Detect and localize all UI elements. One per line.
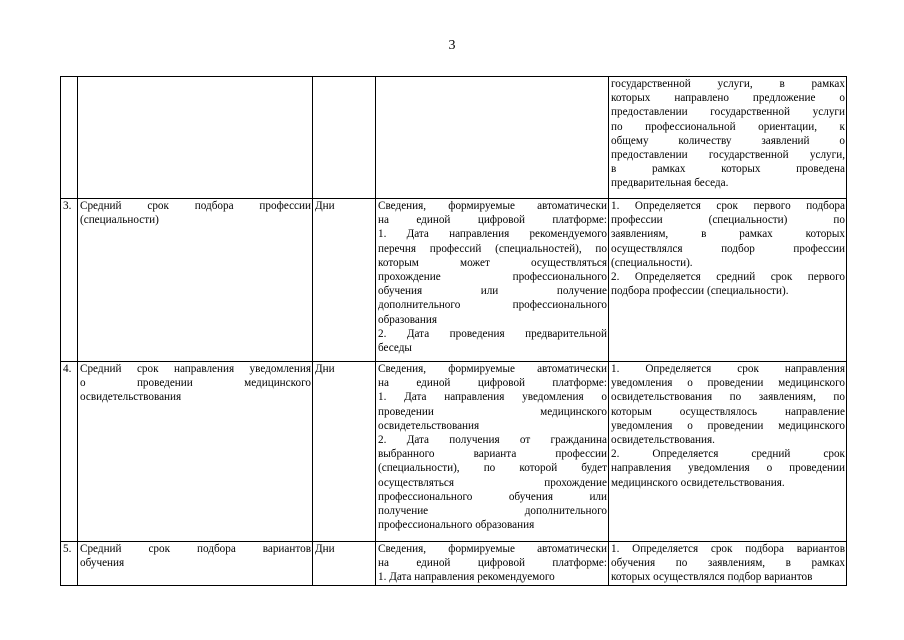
cell-line: профессии (специальности) по — [611, 214, 845, 227]
indicators-table — [60, 76, 847, 586]
cell-line: предоставлении государственной услуги — [611, 106, 845, 119]
cell-line: которым осуществлялось направление — [611, 405, 845, 418]
cell-line: 1. Определяется срок подбора вариантов — [611, 543, 845, 555]
row-number: 3. — [61, 199, 78, 362]
cell-line: уведомления о проведении медицинского — [611, 419, 845, 432]
row-number: 5. — [61, 542, 78, 586]
cell-line: обучения или получение — [378, 285, 607, 298]
cell-line: профессионального обучения или — [378, 490, 607, 503]
table-row — [61, 199, 847, 362]
unit-of-measure: Дни — [313, 362, 376, 542]
cell-line: профессионального образования — [378, 519, 535, 532]
cell-line: предоставлении государственной услуги, — [611, 149, 845, 162]
data-source — [376, 199, 609, 362]
cell-line: Сведения, формируемые автоматически — [378, 543, 607, 555]
table-row — [61, 77, 847, 199]
cell-line: подбора профессии (специальности). — [611, 285, 789, 298]
cell-line: государственной услуги, в рамках — [611, 78, 845, 90]
cell-line: проведении медицинского — [378, 405, 607, 418]
cell-line: на единой цифровой платформе: — [378, 557, 607, 570]
indicator-name — [78, 77, 313, 199]
calculation-method — [609, 199, 847, 362]
cell-line: общему количеству заявлений о — [611, 134, 845, 147]
cell-line: выбранного варианта профессии — [378, 448, 607, 461]
cell-line: освидетельствования по заявлениям, по — [611, 391, 845, 404]
cell-line: заявлениям, в рамках которых — [611, 228, 845, 241]
data-source — [376, 362, 609, 542]
cell-line: которых осуществлялся подбор вариантов — [611, 571, 813, 584]
cell-line: 2. Определяется средний срок первого — [611, 271, 845, 284]
cell-line: освидетельствования — [80, 391, 182, 404]
cell-line: Сведения, формируемые автоматически — [378, 200, 607, 212]
cell-line: Средний срок направления уведомления — [80, 363, 311, 375]
cell-line: которых направлено предложение о — [611, 92, 845, 105]
cell-line: Сведения, формируемые автоматически — [378, 363, 607, 375]
cell-line: перечня профессий (специальностей), по — [378, 242, 607, 255]
cell-line: образования — [378, 313, 438, 326]
cell-line: Средний срок подбора вариантов — [80, 543, 311, 555]
cell-line: обучения по заявлениям, в рамках — [611, 557, 845, 570]
row-number: 4. — [61, 362, 78, 542]
unit-of-measure: Дни — [313, 199, 376, 362]
cell-line: освидетельствования — [378, 419, 480, 432]
cell-line: в рамках которых проведена — [611, 163, 845, 176]
cell-line: 2. Дата проведения предварительной — [378, 327, 607, 340]
cell-line: беседы — [378, 342, 412, 355]
cell-line: уведомления о проведении медицинского — [611, 377, 845, 390]
data-source — [376, 77, 609, 199]
cell-line: по профессиональной ориентации, к — [611, 120, 845, 133]
unit-of-measure — [313, 77, 376, 199]
cell-line: (специальности), по которой будет — [378, 462, 607, 475]
cell-line: 1. Дата направления уведомления о — [378, 391, 607, 404]
cell-line: медицинского освидетельствования. — [611, 476, 785, 489]
cell-line: Средний срок подбора профессии — [80, 200, 311, 212]
cell-line: (специальности). — [611, 256, 693, 269]
table-row — [61, 542, 847, 586]
cell-line: 1. Определяется срок направления — [611, 363, 845, 375]
row-number — [61, 77, 78, 199]
unit-of-measure: Дни — [313, 542, 376, 586]
cell-line: о проведении медицинского — [80, 377, 311, 390]
calculation-method — [609, 77, 847, 199]
data-source — [376, 542, 609, 586]
cell-line: 1. Дата направления рекомендуемого — [378, 571, 555, 584]
cell-line: осуществляться прохождение — [378, 476, 607, 489]
cell-line: осуществлялся подбор профессии — [611, 242, 845, 255]
page-number: 3 — [448, 38, 456, 53]
cell-line: получение дополнительного — [378, 505, 607, 518]
cell-line: на единой цифровой платформе: — [378, 377, 607, 390]
cell-line: (специальности) — [80, 214, 159, 227]
indicator-name — [78, 362, 313, 542]
cell-line: на единой цифровой платформе: — [378, 214, 607, 227]
cell-line: 1. Определяется срок первого подбора — [611, 200, 845, 212]
cell-line: дополнительного профессионального — [378, 299, 607, 312]
indicator-name — [78, 542, 313, 586]
cell-line: прохождение профессионального — [378, 271, 607, 284]
cell-line: 2. Дата получения от гражданина — [378, 434, 607, 447]
cell-line: направления уведомления о проведении — [611, 462, 845, 475]
indicator-name — [78, 199, 313, 362]
cell-line: 1. Дата направления рекомендуемого — [378, 228, 607, 241]
cell-line: которым может осуществляться — [378, 256, 607, 269]
calculation-method — [609, 362, 847, 542]
cell-line: предварительная беседа. — [611, 177, 729, 190]
cell-line: 2. Определяется средний срок — [611, 448, 845, 461]
cell-line: обучения — [80, 557, 125, 570]
table-row — [61, 362, 847, 542]
cell-line: освидетельствования. — [611, 434, 715, 447]
calculation-method — [609, 542, 847, 586]
